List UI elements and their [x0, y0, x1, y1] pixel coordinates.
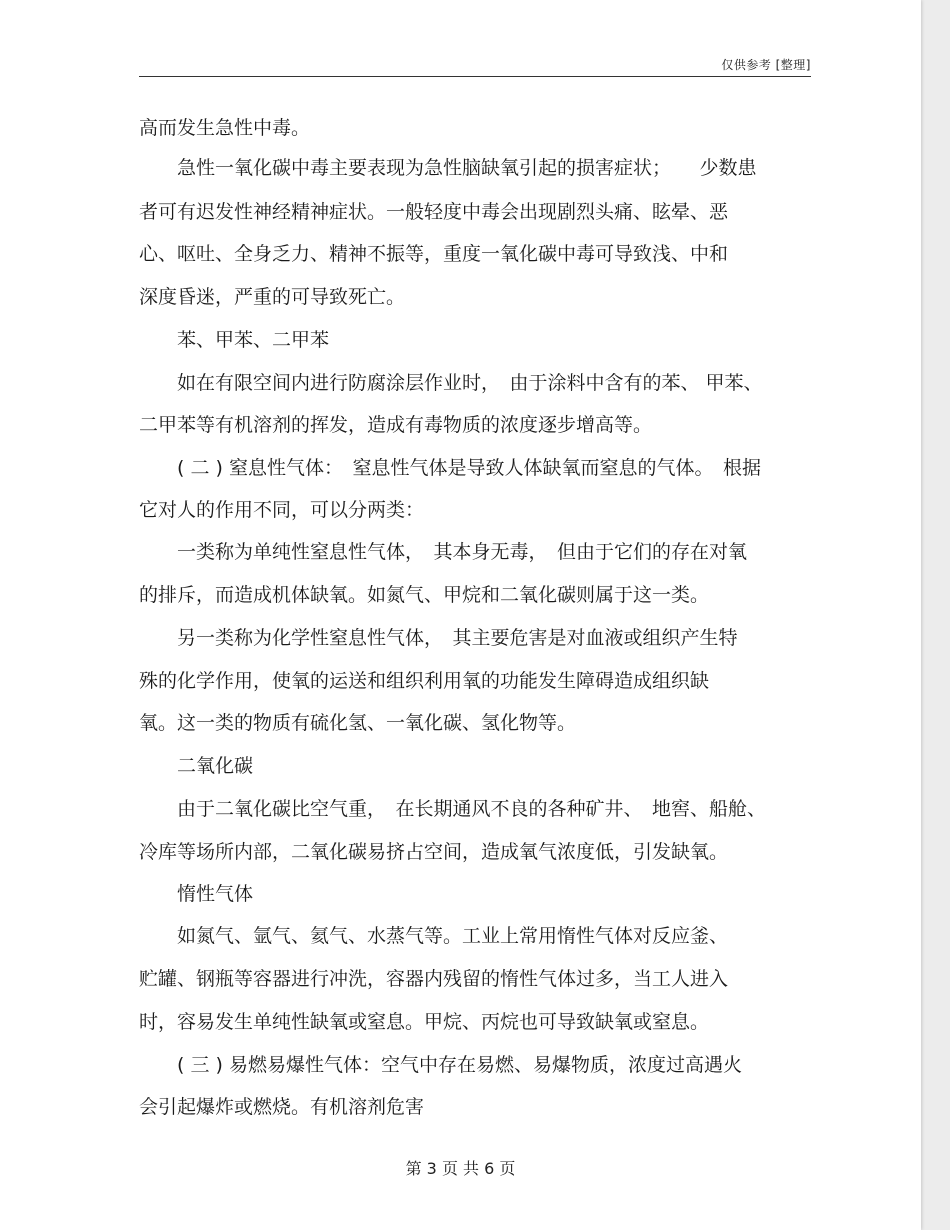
page-number-footer: 第 3 页 共 6 页 [405, 1159, 516, 1178]
text-line: 如氮气、氩气、氦气、水蒸气等。工业上常用惰性气体对反应釜、 [139, 925, 729, 947]
text-line: 惰性气体 [139, 883, 254, 905]
text-line: 由于二氧化碳比空气重， 在长期通风不良的各种矿井、 地窖、船舱、 [139, 798, 767, 820]
text-line: 苯、甲苯、二甲苯 [139, 329, 330, 351]
text-line: 的排斥，而造成机体缺氧。如氮气、甲烷和二氧化碳则属于这一类。 [139, 584, 710, 606]
text-line: 二甲苯等有机溶剂的挥发，造成有毒物质的浓度逐步增高等。 [139, 414, 653, 436]
text-line: 贮罐、钢瓶等容器进行冲洗，容器内残留的惰性气体过多，当工人进入 [139, 968, 729, 990]
text-line: 心、呕吐、全身乏力、精神不振等，重度一氧化碳中毒可导致浅、中和 [139, 243, 729, 265]
text-line: 它对人的作用不同，可以分两类： [139, 499, 425, 521]
header-rule [139, 76, 811, 77]
text-line: 急性一氧化碳中毒主要表现为急性脑缺氧引起的损害症状； 少数患 [139, 157, 757, 179]
text-line: 氧。这一类的物质有硫化氢、一氧化碳、氢化物等。 [139, 712, 577, 734]
text-line: 二氧化碳 [139, 755, 254, 777]
text-line: 高而发生急性中毒。 [139, 117, 311, 139]
text-line: ( 二 ) 窒息性气体： 窒息性气体是导致人体缺氧而窒息的气体。 根据 [139, 457, 761, 479]
text-line: 冷库等场所内部，二氧化碳易挤占空间，造成氧气浓度低，引发缺氧。 [139, 841, 729, 863]
text-line: ( 三 ) 易燃易爆性气体：空气中存在易燃、易爆物质，浓度过高遇火 [139, 1054, 742, 1076]
text-line: 一类称为单纯性窒息性气体， 其本身无毒， 但由于它们的存在对氧 [139, 541, 748, 563]
header-note: 仅供参考 [整理] [721, 58, 811, 72]
text-line: 会引起爆炸或燃烧。有机溶剂危害 [139, 1096, 425, 1118]
text-line: 如在有限空间内进行防腐涂层作业时， 由于涂料中含有的苯、 甲苯、 [139, 372, 763, 394]
text-line: 时，容易发生单纯性缺氧或窒息。甲烷、丙烷也可导致缺氧或窒息。 [139, 1011, 710, 1033]
text-line: 殊的化学作用，使氧的运送和组织利用氧的功能发生障碍造成组织缺 [139, 670, 710, 692]
text-line: 者可有迟发性神经精神症状。一般轻度中毒会出现剧烈头痛、眩晕、恶 [139, 201, 729, 223]
text-line: 另一类称为化学性窒息性气体， 其主要危害是对血液或组织产生特 [139, 627, 738, 649]
text-line: 深度昏迷，严重的可导致死亡。 [139, 286, 406, 308]
